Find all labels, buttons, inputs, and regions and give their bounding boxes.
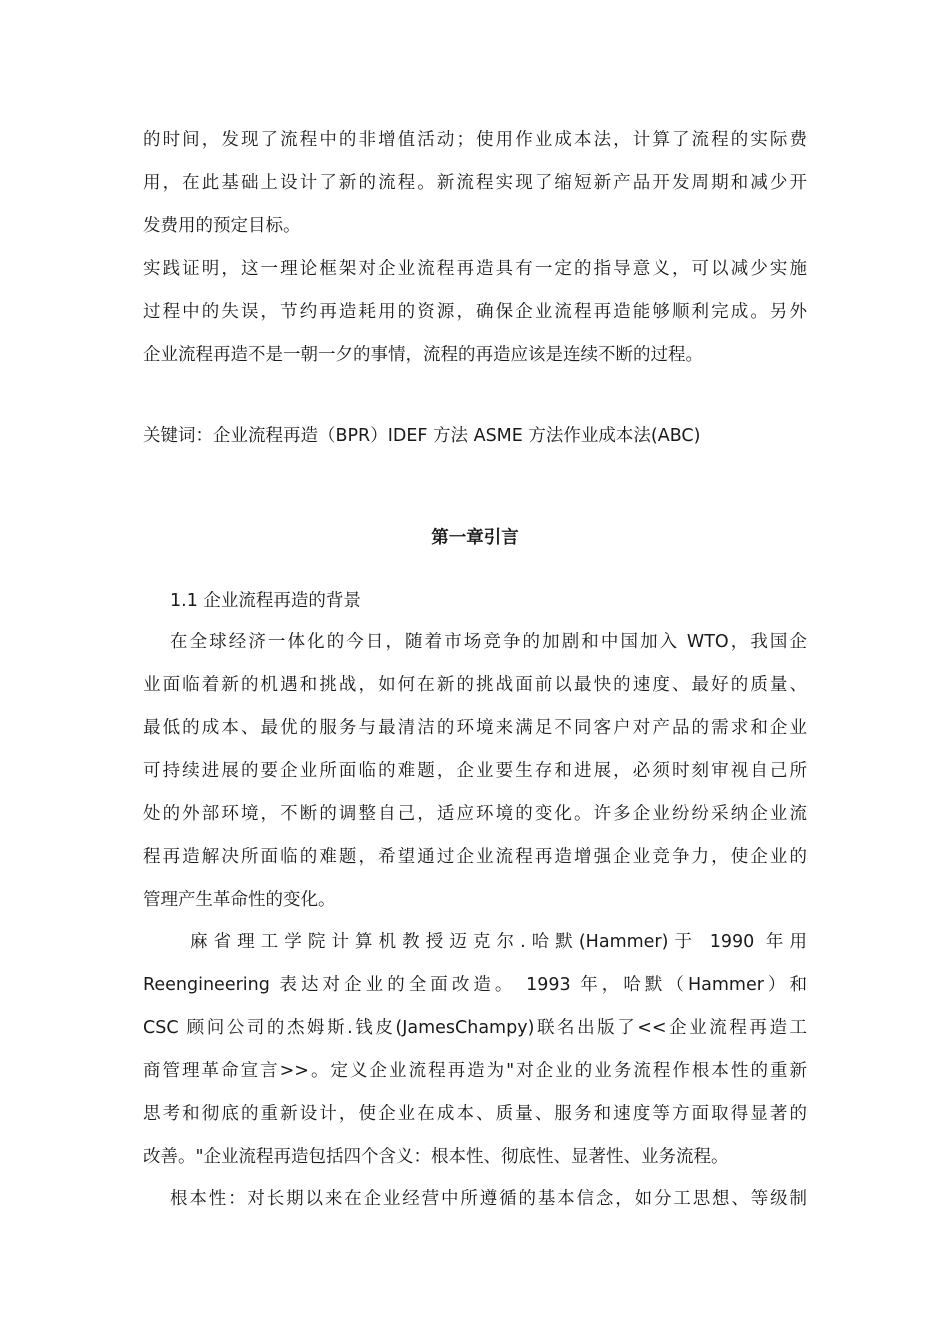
abstract-line-2: 用，在此基础上设计了新的流程。新流程实现了缩短新产品开发周期和减少开 bbox=[143, 173, 807, 193]
abstract-line-4: 实践证明，这一理论框架对企业流程再造具有一定的指导意义，可以减少实施 bbox=[143, 259, 807, 279]
para1-line-5: 处的外部环境，不断的调整自己，适应环境的变化。许多企业纷纷采纳企业流 bbox=[143, 804, 807, 824]
para1-line-7: 管理产生革命性的变化。 bbox=[143, 890, 336, 910]
para2-line-4: 商管理革命宣言>>。定义企业流程再造为"对企业的业务流程作根本性的重新 bbox=[143, 1061, 807, 1081]
chapter-title: 第一章引言 bbox=[431, 528, 519, 548]
para2-line-3: CSC 顾问公司的杰姆斯.钱皮(JamesChampy)联名出版了<<企业流程再造工 bbox=[143, 1018, 807, 1038]
para1-line-4: 可持续进展的要企业所面临的难题，企业要生存和进展，必须时刻审视自己所 bbox=[143, 761, 807, 781]
keywords-line: 关键词：企业流程再造（BPR）IDEF 方法 ASME 方法作业成本法(ABC) bbox=[143, 426, 701, 446]
para2-line-1: 麻省理工学院计算机教授迈克尔.哈默(Hammer)于 1990 年用 bbox=[190, 932, 807, 952]
para1-line-1: 在全球经济一体化的今日，随着市场竞争的加剧和中国加入 WTO，我国企 bbox=[170, 632, 807, 652]
para2-line-5: 思考和彻底的重新设计，使企业在成本、质量、服务和速度等方面取得显著的 bbox=[143, 1104, 807, 1124]
abstract-line-6: 企业流程再造不是一朝一夕的事情，流程的再造应该是连续不断的过程。 bbox=[143, 345, 703, 365]
para1-line-2: 业面临着新的机遇和挑战，如何在新的挑战面前以最快的速度、最好的质量、 bbox=[143, 675, 807, 695]
para1-line-6: 程再造解决所面临的难题，希望通过企业流程再造增强企业竞争力，使企业的 bbox=[143, 847, 807, 867]
para1-line-3: 最低的成本、最优的服务与最清洁的环境来满足不同客户对产品的需求和企业 bbox=[143, 718, 807, 738]
para2-line-6: 改善。"企业流程再造包括四个含义：根本性、彻底性、显著性、业务流程。 bbox=[143, 1147, 729, 1167]
section-title: 1.1 企业流程再造的背景 bbox=[170, 591, 361, 611]
abstract-line-3: 发费用的预定目标。 bbox=[143, 216, 301, 236]
para3-line-1: 根本性：对长期以来在企业经营中所遵循的基本信念，如分工思想、等级制 bbox=[170, 1189, 807, 1209]
abstract-line-5: 过程中的失误，节约再造耗用的资源，确保企业流程再造能够顺利完成。另外 bbox=[143, 302, 807, 322]
abstract-line-1: 的时间，发现了流程中的非增值活动；使用作业成本法，计算了流程的实际费 bbox=[143, 130, 807, 150]
para2-line-2: Reengineering 表达对企业的全面改造。 1993 年，哈默（Hammer）和 bbox=[143, 975, 807, 995]
